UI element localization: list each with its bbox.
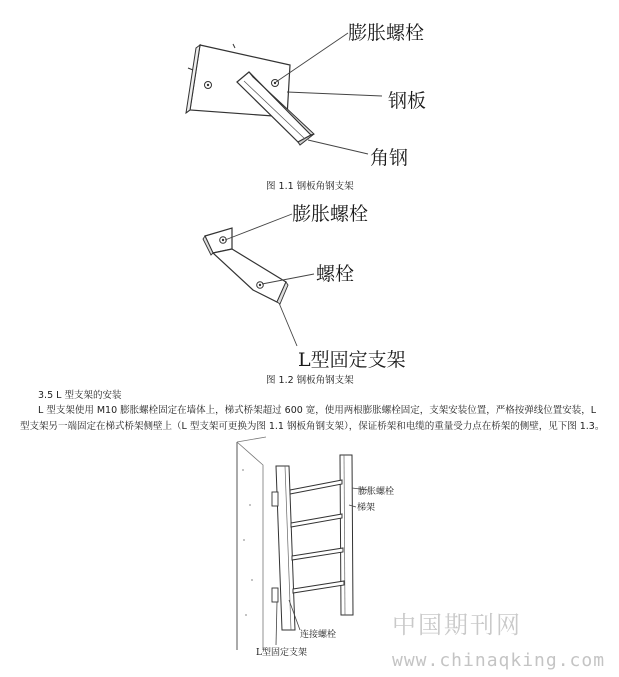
label-l-bracket: L型固定支架 xyxy=(298,349,406,371)
label-steel-plate: 钢板 xyxy=(388,90,427,112)
section-paragraph: L 型支架使用 M10 膨胀螺栓固定在墙体上，梯式桥架超过 600 宽，使用两根膨胀螺栓固定，支架安装位置，严格按弹线位置安装，L 型支架另一端固定在梯式桥架侧壁上（L 型支架可更换为图 1.1 钢板角钢支架），保证桥架和电缆的重量受力点在桥架的侧壁，见下图 1.3。 xyxy=(20,405,605,432)
label-l-bracket-3: L型固定支架 xyxy=(256,648,307,658)
watermark-cn: 中国期刊网 xyxy=(392,611,522,639)
label-bolt: 螺栓 xyxy=(316,263,355,285)
label-ladder: 梯架 xyxy=(357,503,376,513)
label-expansion-bolt-3: 膨胀螺栓 xyxy=(358,487,395,497)
figure-1-2-caption: 图 1.2 钢板角钢支架 xyxy=(266,375,354,386)
label-expansion-bolt: 膨胀螺栓 xyxy=(348,22,425,44)
label-expansion-bolt-2: 膨胀螺栓 xyxy=(292,203,369,225)
label-angle-steel: 角钢 xyxy=(370,147,409,169)
label-connecting-bolt: 连接螺栓 xyxy=(300,630,337,640)
watermark-url: www.chinaqking.com xyxy=(392,650,606,671)
figure-1-1-caption: 图 1.1 钢板角钢支架 xyxy=(266,181,354,192)
section-heading: 3.5 L 型支架的安装 xyxy=(38,390,122,401)
